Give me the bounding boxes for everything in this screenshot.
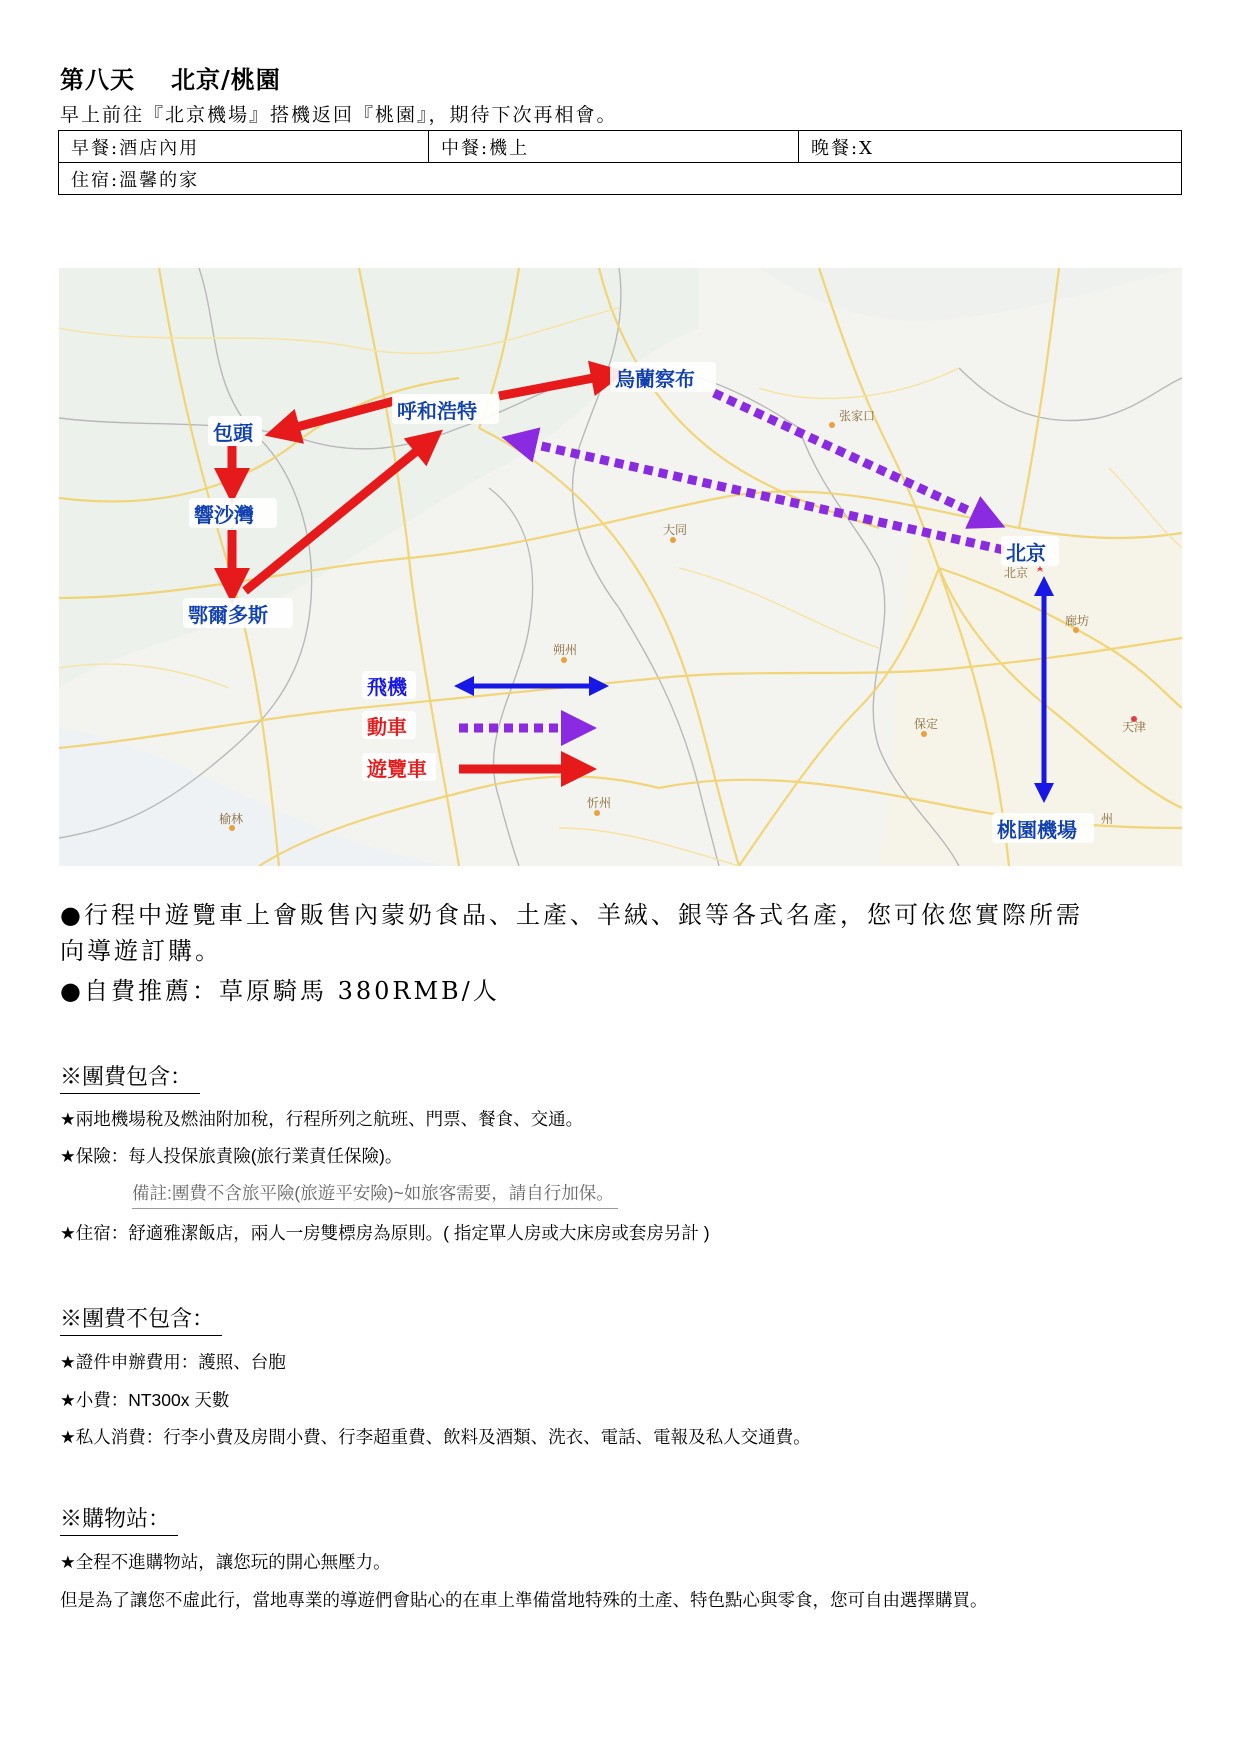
excluded-item: ★小費：NT300x 天數: [60, 1390, 230, 1410]
included-item: ★住宿：舒適雅潔飯店，兩人一房雙標房為原則。( 指定單人房或大床房或套房另計 ): [60, 1223, 710, 1243]
lodging-cell: 住宿:溫馨的家: [59, 163, 1182, 195]
city-xinzhou: 忻州: [587, 796, 612, 810]
legend-plane-label: 飛機: [367, 675, 407, 699]
legend-train-label: 動車: [367, 715, 407, 739]
included-item: ★保險：每人投保旅責險(旅行業責任保險)。: [60, 1146, 403, 1166]
stop-baotou: 包頭: [213, 421, 253, 445]
stop-ordos: 鄂爾多斯: [188, 603, 268, 627]
note-optional-tour: ●自費推薦：草原騎馬 380RMB/人: [60, 977, 500, 1005]
legend-bus-label: 遊覽車: [367, 757, 427, 781]
meals-table: [58, 130, 1182, 195]
stop-beijing: 北京: [1006, 541, 1046, 565]
included-item: ★兩地機場稅及燃油附加稅，行程所列之航班、門票、餐食、交通。: [60, 1109, 584, 1129]
included-title: ※團費包含：: [60, 1060, 200, 1094]
excluded-title: ※團費不包含：: [60, 1302, 222, 1336]
city-langfang: 廊坊: [1065, 614, 1090, 628]
city-partial: 州: [1101, 812, 1114, 826]
city-datong: 大同: [663, 523, 688, 537]
stop-xiangshawan: 響沙灣: [194, 503, 254, 527]
day-description: 早上前往『北京機場』搭機返回『桃園』，期待下次再相會。: [60, 104, 618, 126]
city-beijing: 北京: [1004, 566, 1029, 580]
note-souvenirs-cont: 向導遊訂購。: [60, 937, 222, 965]
dinner-cell: 晚餐:X: [799, 131, 1182, 163]
shopping-title: ※購物站：: [60, 1502, 178, 1536]
excluded-item: ★證件申辦費用：護照、台胞: [60, 1352, 286, 1372]
city-zhangjiakou: 张家口: [839, 409, 876, 423]
lunch-cell: 中餐:機上: [429, 131, 799, 163]
stop-taoyuan-airport: 桃園機場: [997, 818, 1077, 842]
shopping-item: ★全程不進購物站，讓您玩的開心無壓力。: [60, 1552, 391, 1572]
breakfast-cell: 早餐:酒店內用: [59, 131, 429, 163]
city-tianjin: 天津: [1122, 720, 1147, 734]
included-remark: 備註:團費不含旅平險(旅遊平安險)~如旅客需要，請自行加保。: [132, 1180, 618, 1209]
city-shuozhou: 朔州: [553, 643, 578, 657]
note-souvenirs: ●行程中遊覽車上會販售內蒙奶食品、土產、羊絨、銀等各式名產，您可依您實際所需: [60, 901, 1083, 929]
excluded-item: ★私人消費：行李小費及房間小費、行李超重費、飲料及酒類、洗衣、電話、電報及私人交通費。: [60, 1427, 811, 1447]
day-route: 北京/桃園: [171, 65, 281, 94]
stop-ulanqab: 烏蘭察布: [615, 367, 695, 391]
stop-hohhot: 呼和浩特: [397, 399, 477, 423]
route-map: [59, 268, 1182, 866]
shopping-item: 但是為了讓您不虛此行，當地專業的導遊們會貼心的在車上準備當地特殊的土產、特色點心與零食，您可自由選擇購買。: [60, 1590, 988, 1610]
day-title: [60, 60, 281, 95]
city-yulin: 榆林: [219, 812, 244, 826]
city-baoding: 保定: [914, 717, 939, 731]
day-label: 第八天: [60, 65, 135, 94]
